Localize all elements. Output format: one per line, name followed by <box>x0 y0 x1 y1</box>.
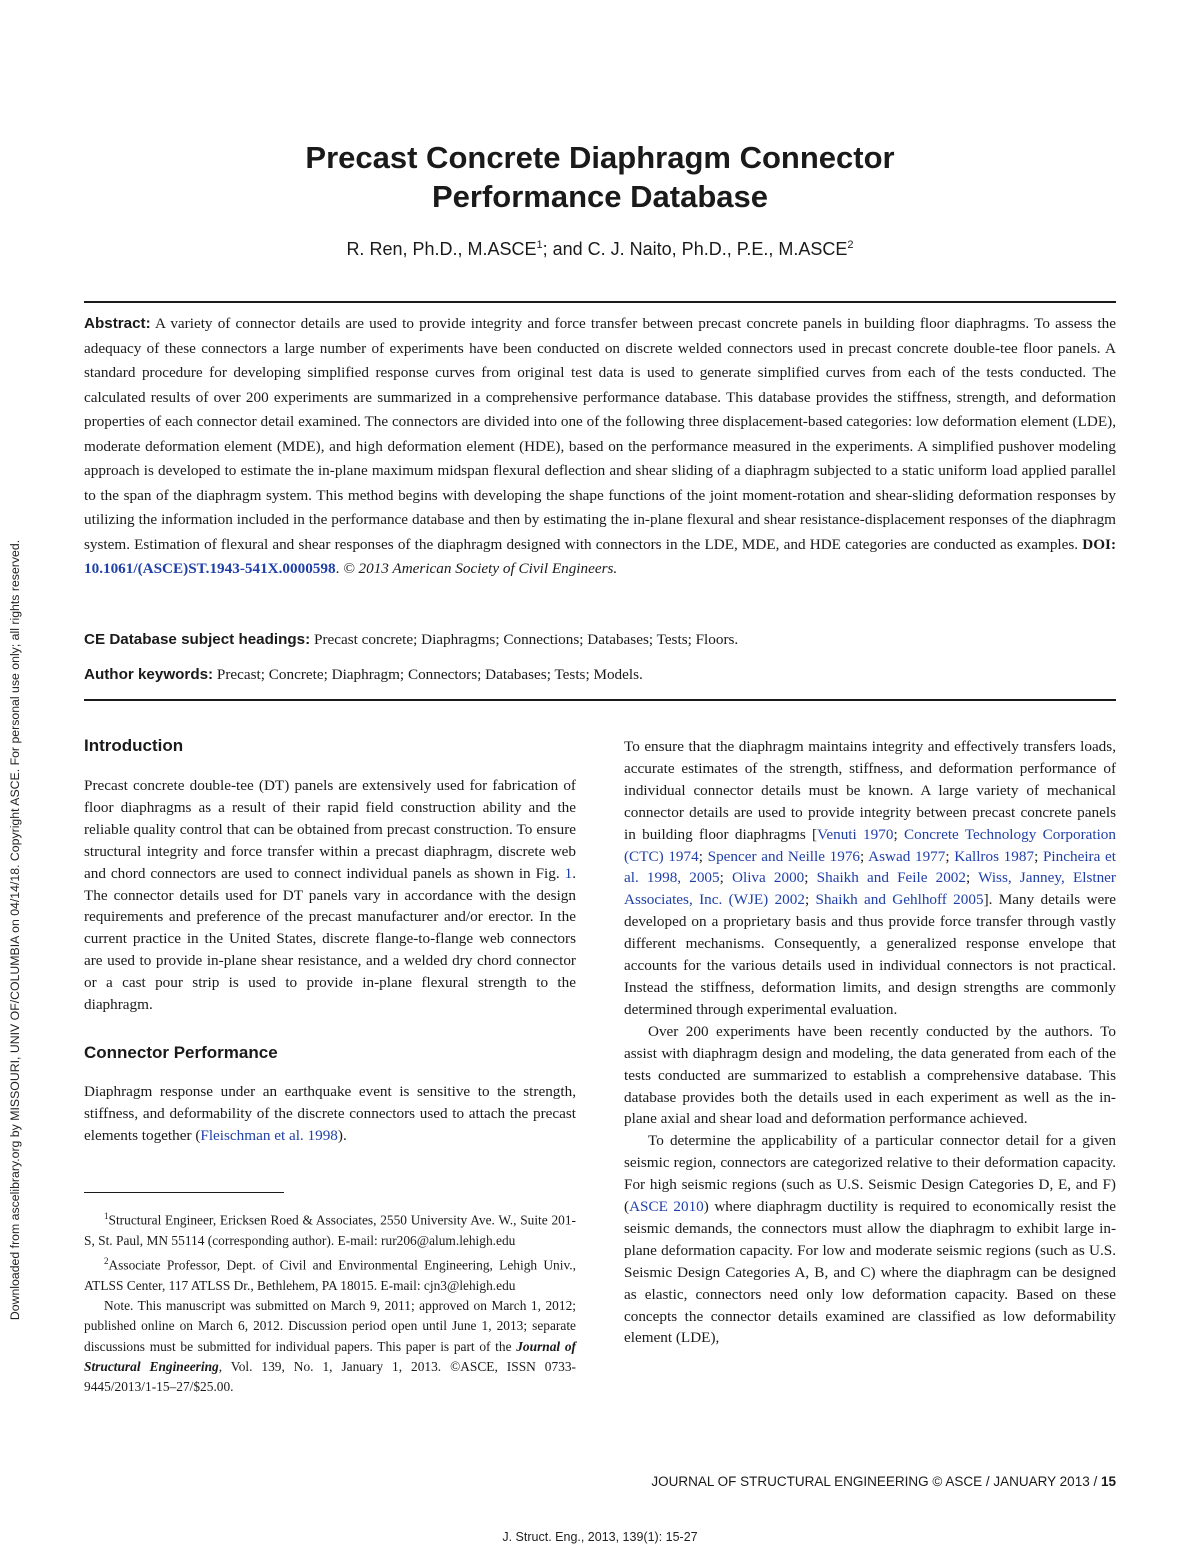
ref-wje-2002[interactable]: Wiss, Janney, Elstner Associates, Inc. (WJE) 2002 <box>624 869 1116 909</box>
ref-shaikh-gehlhoff-2005[interactable]: Shaikh and Gehlhoff 2005 <box>815 891 984 909</box>
author-line <box>0 239 1200 260</box>
connector-performance-paragraph <box>84 1081 576 1147</box>
manuscript-note-text-b: , Vol. 139, No. 1, January 1, 2013. ©ASCE, ISSN 0733-9445/2013/1-15–27/$25.00. <box>84 1359 576 1395</box>
ref-separator: ; <box>860 847 869 865</box>
doi-link[interactable]: 10.1061/(ASCE)ST.1943-541X.0000598 <box>84 560 336 577</box>
connector-performance-heading: Connector Performance <box>84 1042 278 1062</box>
ref-separator: ; <box>893 825 904 843</box>
abstract-bottom-rule <box>84 699 1116 701</box>
footnote-rule <box>84 1192 284 1193</box>
footnote-2-mark: 2 <box>104 1256 109 1267</box>
introduction-text-a: Precast concrete double-tee (DT) panels are extensively used for fabrication of floor diaphragms as a result of their rapid field construction ability and the reliable quality control that can be obtained from precast construction. To ensure structural integrity and force transfer within a precast diaphragm, discrete web and chord connectors are used to connect individual panels as shown in Fig. <box>84 777 576 882</box>
right-paragraph-1 <box>624 736 1116 1021</box>
page-number: 15 <box>1100 1474 1116 1489</box>
footnote-1-text: Structural Engineer, Ericksen Roed & Associates, 2550 University Ave. W., Suite 201-S, St. Paul, MN 55114 (corresponding author). E-mail: rur206@alum.lehigh.edu <box>84 1212 576 1248</box>
author-1: R. Ren, Ph.D., M.ASCE <box>346 239 537 259</box>
author-2-affil: 2 <box>847 239 854 251</box>
introduction-text-b: . The connector details used for DT panels vary in accordance with the design requirements and preference of the precast manufacturer and/or erector. In the current practice in the United States, discrete flange-to-flange web connectors are used to provide in-plane shear resistance, and a welded dry chord connector or a cast pour strip is used to provide in-plane flexural strength to the diaphragm. <box>84 864 576 1014</box>
footnote-1-mark: 1 <box>104 1211 109 1221</box>
right-column <box>624 736 1116 1349</box>
abstract: Abstract: A variety of connector details are used to provide integrity and force transfer between precast concrete panels in building floor diaphragms. To assess the adequacy of these connectors a large number of experiments have been conducted on discrete welded connectors used in precast concrete double-tee floor panels. A standard procedure for developing simplified response curves from original test data is used to generate simplified curves from each of the tests conducted. The calculated results of over 200 experiments are summarized in a comprehensive performance database. This database provides the stiffness, strength, and deformation properties of each connector detail examined. The connectors are divided into one of the following three displacement-based categories: low deformation element (LDE), moderate deformation element (MDE), and high deformation element (HDE), based on the performance measured in the experiments. A simplified pushover modeling approach is developed to estimate the in-plane maximum midspan flexural deflection and shear sliding of a diaphragm subjected to a static uniform load applied parallel to the span of the diaphragm system. This method begins with developing the shape functions of the joint moment-rotation and shear-sliding deformation responses by utilizing the information included in the performance database and then by estimating the in-plane flexural and shear resistance-displacement responses of the diaphragm system. Estimation of flexural and shear responses of the diaphragm designed with connectors in the LDE, MDE, and HDE categories are conducted as examples. DOI: 10.1061/(ASCE)ST.1943-541X.0000598. © 2013 American Society of Civil Engineers. <box>84 315 1116 577</box>
journal-name: Journal of Structural Engineering <box>84 1338 576 1375</box>
abstract-top-rule <box>84 301 1116 303</box>
ref-aswad-1977[interactable]: Aswad 1977 <box>868 847 946 865</box>
subject-headings <box>84 629 1116 651</box>
copyright-notice: © 2013 American Society of Civil Engineers. <box>343 560 618 577</box>
abstract-label: Abstract: <box>84 315 151 332</box>
paper-title-line-1: Precast Concrete Diaphragm Connector <box>305 140 895 175</box>
author-keywords <box>84 664 1116 686</box>
ref-asce-2010[interactable]: ASCE 2010 <box>629 1198 704 1216</box>
ref-ctc-1974[interactable]: Concrete Technology Corporation (CTC) 1974 <box>624 825 1116 865</box>
ref-spencer-neille-1976[interactable]: Spencer and Neille 1976 <box>707 847 861 865</box>
introduction-paragraph <box>84 775 576 1016</box>
paper-title-line-2: Performance Database <box>432 179 768 214</box>
right-paragraph-3 <box>624 1130 1116 1349</box>
right-p1-text-b: ]. Many details were developed on a proprietary basis and thus provide force transfer through vastly different mechanisms. Consequently, a generalized response envelope that accounts for the various details used in individual connectors is not practical. Instead the stiffness, deformation limits, and design strengths are commonly determined through experimental evaluation. <box>624 891 1116 1018</box>
ref-separator: ; <box>698 847 708 865</box>
footnote-2-text: Associate Professor, Dept. of Civil and Environmental Engineering, Lehigh Univ., ATLSS Center, 117 ATLSS Dr., Bethlehem, PA 18015. E-mail: cjn3@lehigh.edu <box>84 1257 576 1293</box>
running-footer-text: JOURNAL OF STRUCTURAL ENGINEERING © ASCE / JANUARY 2013 / <box>651 1474 1101 1489</box>
connector-performance-text-b: ). <box>337 1126 347 1144</box>
ref-separator: ; <box>719 869 732 887</box>
figure-1-link[interactable]: 1 <box>564 864 573 882</box>
author-1-affil: 1 <box>536 239 543 251</box>
running-footer <box>651 1474 1116 1489</box>
ref-kallros-1987[interactable]: Kallros 1987 <box>954 847 1035 865</box>
doi-label: DOI: <box>1082 535 1116 553</box>
ref-separator: ; <box>1034 847 1043 865</box>
citation-line: J. Struct. Eng., 2013, 139(1): 15-27 <box>502 1530 698 1544</box>
download-stamp <box>0 0 30 1553</box>
introduction-heading: Introduction <box>84 736 184 755</box>
ref-separator: ; <box>945 847 955 865</box>
ref-fleischman-1998[interactable]: Fleischman et al. 1998 <box>200 1126 338 1144</box>
download-stamp-text: Downloaded from ascelibrary.org by MISSOURI, UNIV OF/COLUMBIA on 04/14/18. Copyright ASCE. For personal use only; all rights reserved. <box>8 539 22 1321</box>
right-p3-text-b: ) where diaphragm ductility is required to economically resist the seismic demands, the connectors must allow the diaphragm to exhibit large in-plane deformation capacity. For low and moderate seismic regions (such as U.S. Seismic Design Categories A, B, and C) where the diaphragm can be designed as elastic, connectors need only low deformation capacity. Based on these concepts the connector details examined are classified as low deformability element (LDE), <box>624 1198 1116 1347</box>
footnotes <box>84 1192 576 1398</box>
ref-shaikh-feile-2002[interactable]: Shaikh and Feile 2002 <box>816 869 966 887</box>
author-keywords-label: Author keywords: <box>84 666 214 683</box>
manuscript-note <box>84 1296 576 1397</box>
ref-venuti-1970[interactable]: Venuti 1970 <box>817 825 894 843</box>
abstract-text: A variety of connector details are used to provide integrity and force transfer between precast concrete panels in building floor diaphragms. To assess the adequacy of these connectors a large number of experiments have been conducted on discrete welded connectors used in precast concrete double-tee floor panels. A standard procedure for developing simplified response curves from original test data is used to generate simplified curves from each of the tests conducted. The calculated results of over 200 experiments are summarized in a comprehensive performance database. This database provides the stiffness, strength, and deformation properties of each connector detail examined. The connectors are divided into one of the following three displacement-based categories: low deformation element (LDE), moderate deformation element (MDE), and high deformation element (HDE), based on the performance measured in the experiments. A simplified pushover modeling approach is developed to estimate the in-plane maximum midspan flexural deflection and shear sliding of a diaphragm subjected to a static uniform load applied parallel to the span of the diaphragm system. This method begins with developing the shape functions of the joint moment-rotation and shear-sliding deformation responses by utilizing the information included in the performance database and then by estimating the in-plane flexural and shear resistance-displacement responses of the diaphragm system. Estimation of flexural and shear responses of the diaphragm designed with connectors in the LDE, MDE, and HDE categories are conducted as examples. <box>84 315 1116 553</box>
connector-performance-text-a: Diaphragm response under an earthquake event is sensitive to the strength, stiffness, and deformability of the discrete connectors used to attach the precast elements together ( <box>84 1082 576 1144</box>
subject-headings-label: CE Database subject headings: <box>84 631 311 648</box>
footnote-2 <box>84 1251 576 1296</box>
manuscript-note-text-a: Note. This manuscript was submitted on March 9, 2011; approved on March 1, 2012; published online on March 6, 2012. Discussion period open until June 1, 2013; separate discussions must be submitted for individual papers. This paper is part of the <box>84 1298 576 1354</box>
ref-separator: ; <box>965 869 979 887</box>
ref-separator: ; <box>804 869 817 887</box>
ref-oliva-2000[interactable]: Oliva 2000 <box>732 869 805 887</box>
subject-headings-text: Precast concrete; Diaphragms; Connections; Databases; Tests; Floors. <box>310 631 739 648</box>
right-p3-text-a: To determine the applicability of a particular connector detail for a given seismic region, connectors are categorized relative to their deformation capacity. For high seismic regions (such as U.S. Seismic Design Categories D, E, and F) ( <box>624 1132 1116 1216</box>
author-keywords-text: Precast; Concrete; Diaphragm; Connectors; Databases; Tests; Models. <box>213 666 643 683</box>
ref-separator: ; <box>804 891 816 909</box>
ref-pincheira-1998-2005[interactable]: Pincheira et al. 1998, 2005 <box>624 847 1116 887</box>
right-p1-text-a: To ensure that the diaphragm maintains integrity and effectively transfers loads, accurate estimates of the strength, stiffness, and deformation performance of individual connector details must be known. A large variety of mechanical connector details are used to provide integrity between precast concrete panels in building floor diaphragms [ <box>624 738 1116 843</box>
author-2: ; and C. J. Naito, Ph.D., P.E., M.ASCE <box>542 239 848 259</box>
right-paragraph-2: Over 200 experiments have been recently conducted by the authors. To assist with diaphragm design and modeling, the data generated from each of the tests conducted are summarized to establish a comprehensive database. This database provides both the details used in each experiment as well as the in-plane axial and shear load and deformation performance achieved. <box>624 1022 1116 1128</box>
footnote-1 <box>84 1206 576 1251</box>
left-column <box>84 734 576 1147</box>
paper-title <box>0 138 1200 216</box>
